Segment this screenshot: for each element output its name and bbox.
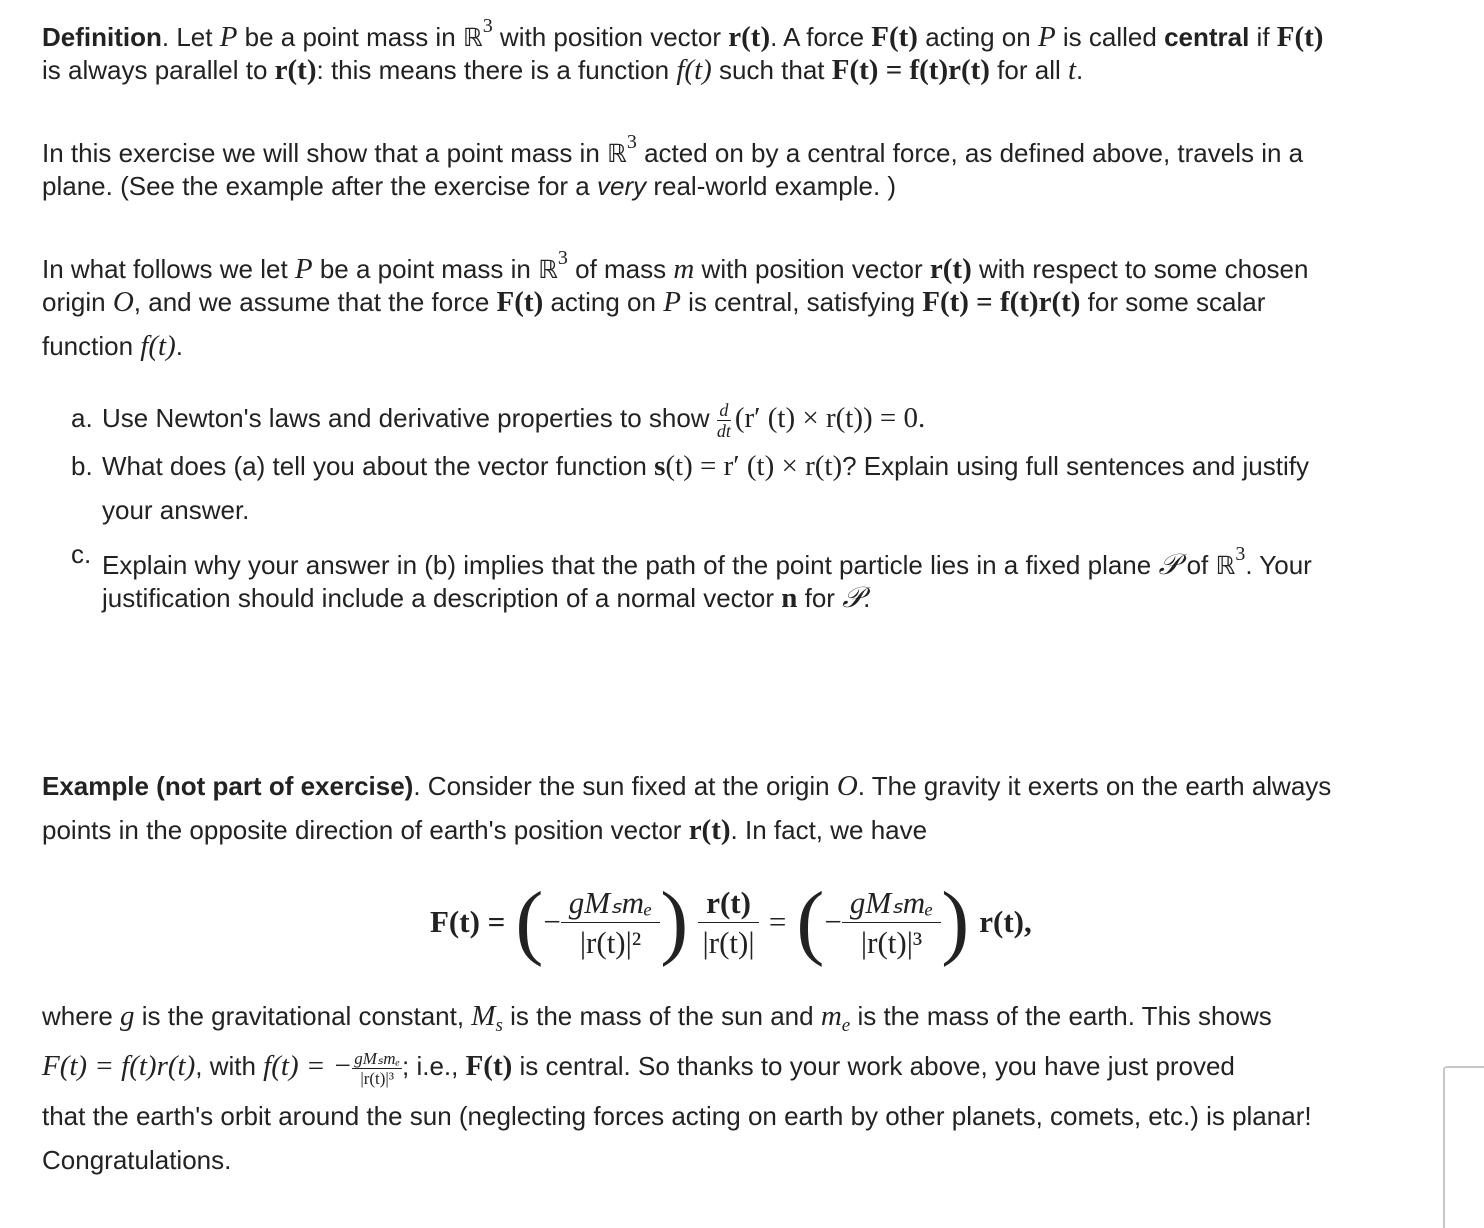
setup-line-3: function f(t). — [42, 330, 183, 362]
gravity-equation: F(t) = ( − $\frac{\text{gMₛmₑ}}{\text{|r(t)|²}}$ ) $\frac{r(t)}{|r(t)|}$ = ( − $\frac{\text{gMₛmₑ}}{\text{|r(t)|³}}$ ) r(t), — [430, 875, 1032, 968]
conclusion-line-2: F(t) = f(t)r(t), with f(t) = − $\frac{\text{gMₛmₑ}}{\text{|r(t)|³}}$ ; i.e., F(t) is central. So thanks to your work above, you have just proved — [42, 1048, 1235, 1088]
side-panel-edge[interactable] — [1443, 1066, 1484, 1228]
equation-fraction-3: $\frac{\text{gMₛmₑ}}{\text{|r(t)|³}}$ — [842, 887, 941, 958]
definition-label: Definition — [42, 22, 162, 52]
part-b: b. What does (a) tell you about the vector function s(t) = r′ (t) × r(t)? Explain using full sentences and justify — [71, 450, 1309, 482]
part-c-cont: justification should include a description of a normal vector n for 𝒫. — [102, 582, 871, 614]
definition-line-1: Definition. Let P be a point mass in ℝ$^3$ with position vector r(t). A force F(t) acting on P is called central if F(t) — [42, 15, 1324, 53]
example-line-1: Example (not part of exercise). Consider the sun fixed at the origin O. The gravity it exerts on the earth always — [42, 770, 1332, 802]
part-c: c. Explain why your answer in (b) implies that the path of the point particle lies in a fixed plane 𝒫 of ℝ$^3$. Your — [71, 539, 1312, 581]
f-fraction: $\frac{\text{gMₛmₑ}}{\text{|r(t)|³}}$ — [354, 1048, 400, 1088]
part-b-cont: your answer. — [102, 495, 250, 525]
equation-fraction-1: $\frac{\text{gMₛmₑ}}{\text{|r(t)|²}}$ — [561, 887, 660, 958]
example-conclusion — [42, 994, 1442, 1182]
example-label: Example (not part of exercise) — [42, 771, 414, 801]
example-line-2: points in the opposite direction of earth's position vector r(t). In fact, we have — [42, 814, 928, 846]
intro-line-1: In this exercise we will show that a point mass in ℝ$^3$ acted on by a central force, as defined above, travels in a — [42, 131, 1304, 168]
example-section — [42, 764, 1482, 852]
document-content — [42, 4, 1482, 620]
central-term: central — [1164, 22, 1250, 52]
equation-fraction-2: $\frac{r(t)}{|r(t)|}$ — [698, 887, 759, 958]
part-a: a. Use Newton's laws and derivative properties to show $\frac{d}{dt}$ (r′ (t) × r(t)) = 0. — [71, 399, 926, 441]
conclusion-line-4: Congratulations. — [42, 1145, 232, 1175]
exercise-parts — [42, 396, 1482, 620]
setup-line-1: In what follows we let P be a point mass in ℝ$^3$ of mass m with position vector r(t) with respect to some chosen — [42, 247, 1309, 285]
definition-line-2: is always parallel to r(t): this means there is a function f(t) such that F(t) = f(t)r(t) for all t. — [42, 54, 1084, 86]
intro-line-2: plane. (See the example after the exercise for a very real-world example. ) — [42, 171, 897, 201]
conclusion-line-1: where g is the gravitational constant, $M_s$ is the mass of the sun and $m_e$ is the mass of the earth. This shows — [42, 1000, 1272, 1036]
equation-lhs: F(t) = — [430, 904, 506, 939]
setup-line-2: origin O, and we assume that the force F(t) acting on P is central, satisfying F(t) = f(t)r(t) for some scalar — [42, 286, 1266, 318]
conclusion-line-3: that the earth's orbit around the sun (neglecting forces acting on earth by other planets, comets, etc.) is planar! — [42, 1101, 1312, 1131]
d-dt-fraction: $\frac{d}{dt}$ — [716, 399, 731, 441]
